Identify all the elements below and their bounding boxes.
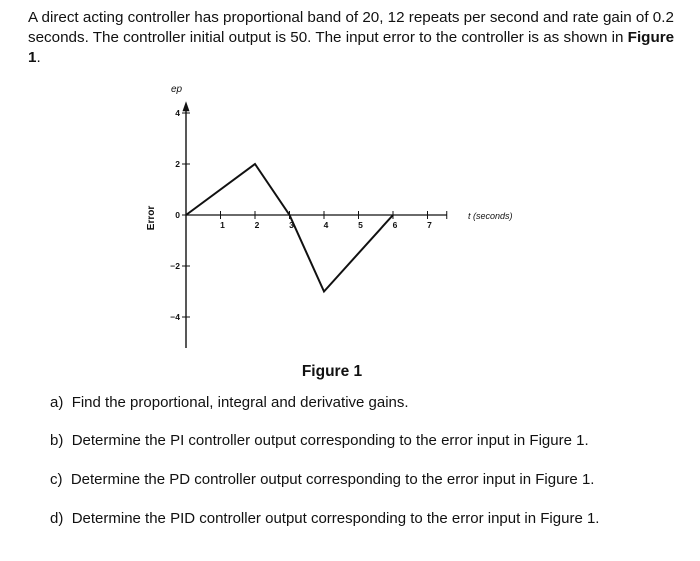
problem-text: A direct acting controller has proportional band of 20, 12 repeats per second and rate gain of 0.2 seconds. The controller initial output is 50. The input error to the controller is as shown in (28, 9, 674, 46)
x-tick-label: 4 (323, 220, 329, 230)
question-d (50, 510, 599, 527)
x-tick-label: 5 (358, 220, 363, 230)
figure-reference: Figure 1 (28, 29, 675, 66)
question-b (50, 432, 589, 449)
y-tick-label: 2 (175, 159, 180, 169)
question-a (50, 394, 409, 411)
y-tick-label: −4 (170, 312, 180, 322)
x-tick-label: 2 (254, 220, 260, 230)
question-letter: c) (50, 471, 63, 488)
x-tick-label: 3 (289, 220, 294, 230)
question-text: Determine the PID controller output corresponding to the error input in Figure 1. (71, 510, 600, 527)
x-tick-label: 1 (220, 220, 225, 230)
y-tick-label: 4 (175, 108, 180, 118)
question-text: Determine the PI controller output corresponding to the error input in Figure 1. (71, 432, 589, 449)
y-axis-symbol: ep (171, 84, 183, 95)
problem-statement (28, 8, 678, 68)
problem-text-end: . (36, 49, 41, 66)
question-letter: d) (50, 510, 64, 527)
question-letter: a) (50, 394, 64, 411)
y-axis-arrow (183, 101, 190, 111)
y-axis-label: Error (146, 205, 157, 231)
question-letter: b) (50, 432, 64, 449)
y-tick-label: −2 (170, 261, 180, 271)
x-tick-label: 6 (392, 220, 398, 230)
y-tick-label: 0 (175, 210, 180, 220)
figure-caption: Figure 1 (301, 363, 363, 380)
question-text: Find the proportional, integral and derivative gains. (71, 394, 409, 411)
question-c (50, 471, 594, 488)
error-chart (140, 78, 560, 348)
x-axis-label: t (seconds) (468, 211, 513, 221)
x-tick-label: 7 (427, 220, 432, 230)
question-text: Determine the PD controller output corresponding to the error input in Figure 1. (70, 471, 595, 488)
